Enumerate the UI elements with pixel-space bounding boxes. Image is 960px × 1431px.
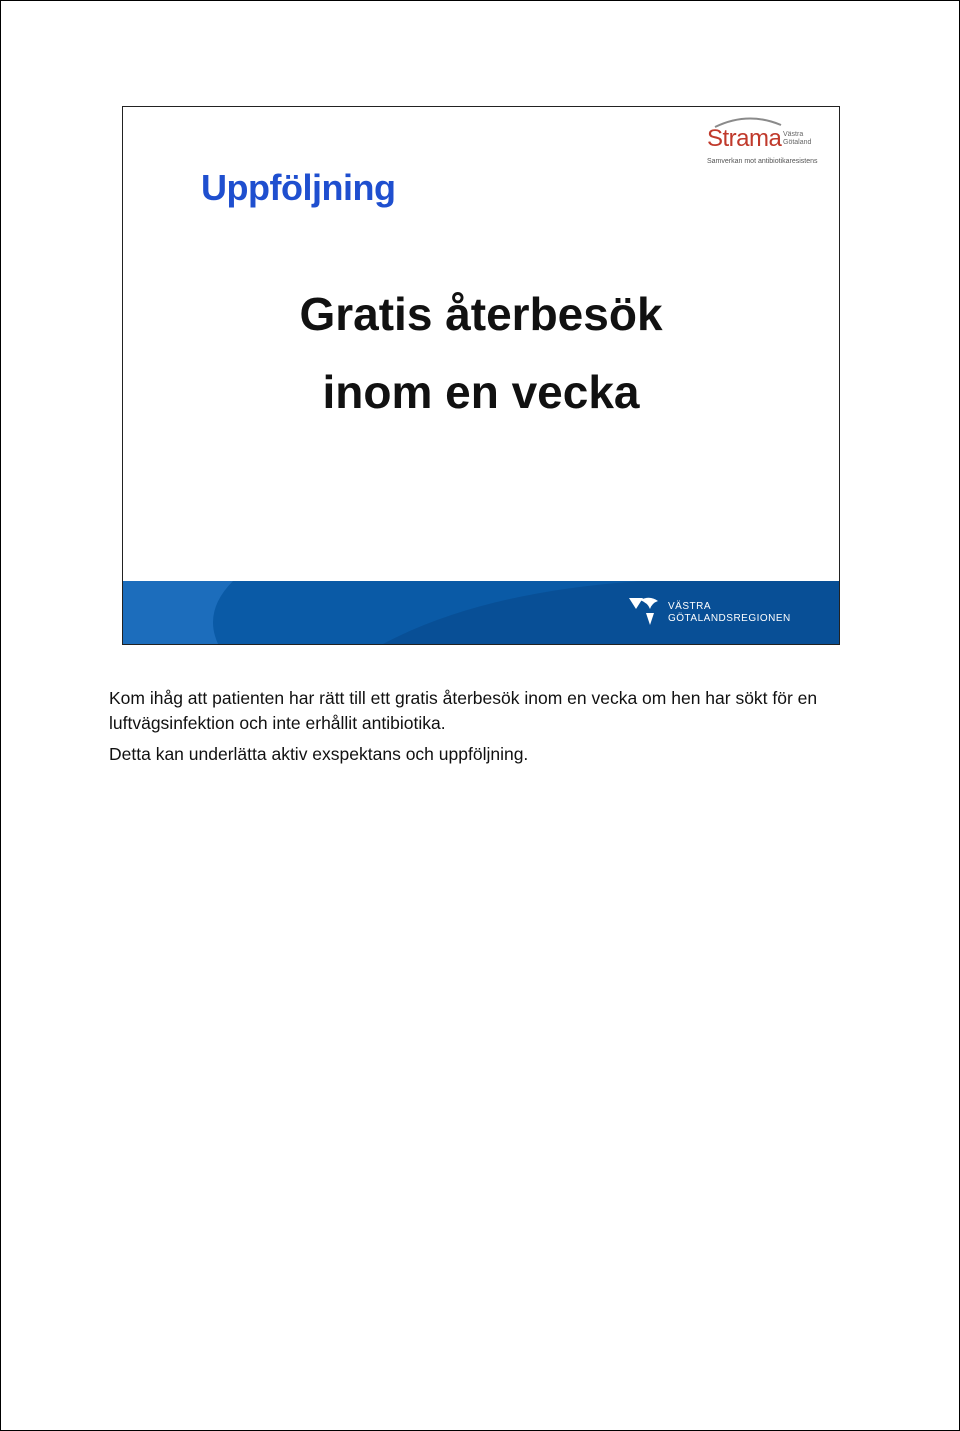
vgr-line1: VÄSTRA (668, 601, 712, 612)
strama-wordmark: Strama (707, 125, 782, 152)
speaker-notes (109, 686, 869, 767)
slide-body-line-2: inom en vecka (322, 366, 640, 418)
notes-paragraph-2: Detta kan underlätta aktiv exspektans och uppföljning. (109, 744, 529, 764)
slide-body-line-1: Gratis återbesök (299, 288, 663, 340)
strama-region-line2: Götaland (783, 139, 812, 146)
slide-thumbnail (122, 106, 840, 645)
strama-tagline: Samverkan mot antibiotikaresistens (707, 158, 818, 165)
slide-body (123, 275, 839, 431)
vgr-logo (628, 595, 828, 631)
strama-logo (703, 113, 833, 165)
strama-region-line1: Västra (783, 131, 804, 138)
slide-heading: Uppföljning (201, 167, 396, 208)
vgr-emblem-icon (628, 595, 668, 631)
strama-region (783, 131, 823, 147)
notes-paragraph-1: Kom ihåg att patienten har rätt till ett gratis återbesök inom en vecka om hen har sökt för en luftvägsinfektion och inte erhållit antibiotika. (109, 688, 818, 733)
vgr-line2: GÖTALANDSREGIONEN (668, 613, 791, 624)
